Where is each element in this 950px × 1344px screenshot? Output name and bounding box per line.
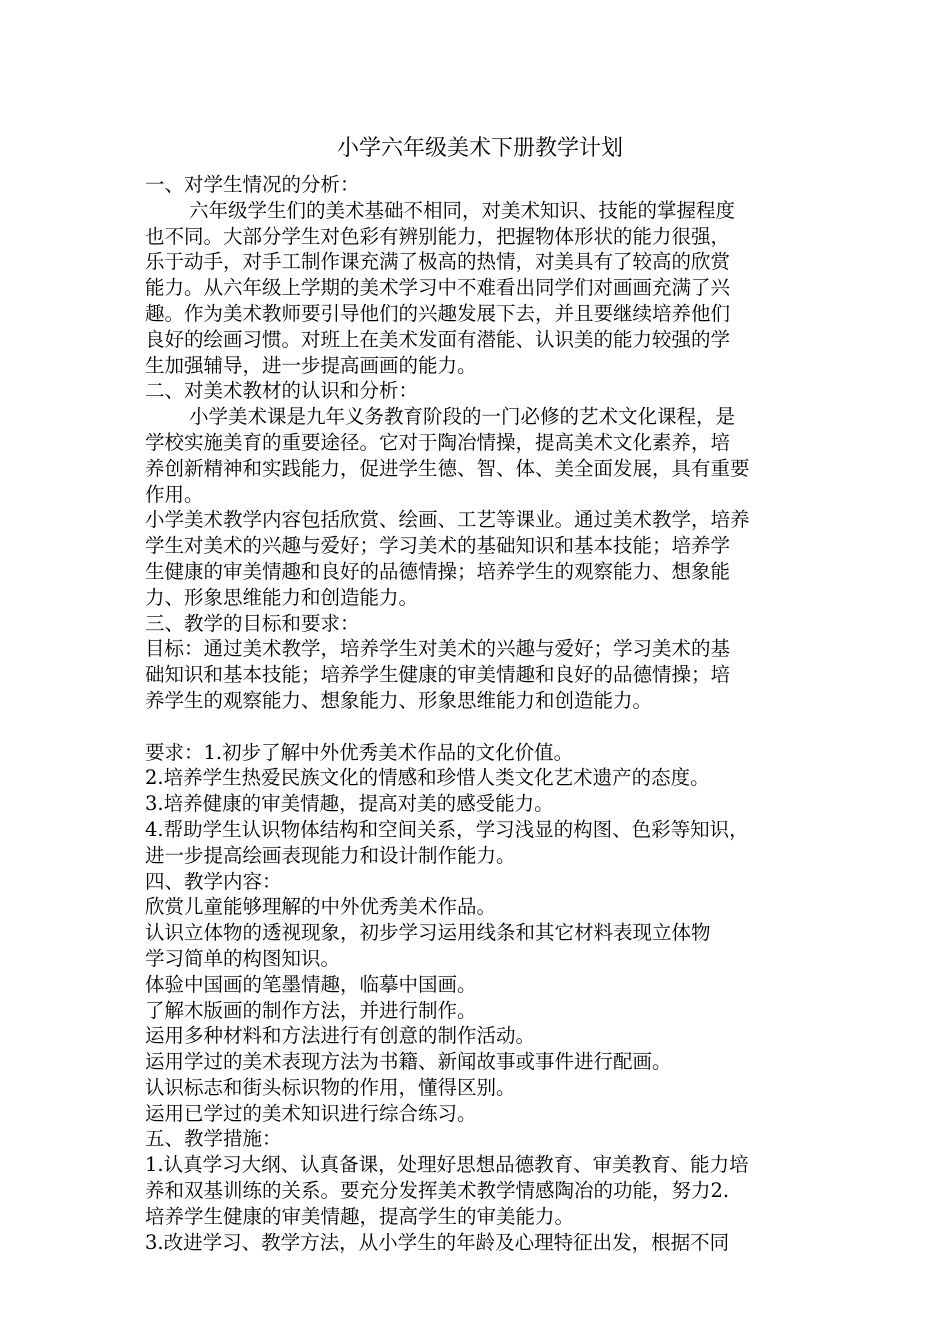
section-heading-textbook-analysis: 二、对美术教材的认识和分析：: [145, 379, 419, 403]
paragraph-line: 作用。: [145, 482, 204, 506]
paragraph-line: 础知识和基本技能；培养学生健康的审美情趣和良好的品德情操；培: [145, 663, 731, 687]
list-item: 1.认真学习大纲、认真备课，处理好思想品德教育、审美教育、能力培: [145, 1153, 749, 1177]
paragraph-line: 小学美术教学内容包括欣赏、绘画、工艺等课业。通过美术教学，培养: [145, 508, 750, 532]
section-heading-student-analysis: 一、对学生情况的分析：: [145, 173, 360, 196]
list-item-continuation: 进一步提高绘画表现能力和设计制作能力。: [145, 843, 516, 867]
list-item: 欣赏儿童能够理解的中外优秀美术作品。: [145, 895, 497, 919]
list-item: 3.培养健康的审美情趣，提高对美的感受能力。: [145, 792, 554, 816]
paragraph-line: 良好的绘画习惯。对班上在美术发面有潜能、认识美的能力较强的学: [145, 327, 731, 351]
paragraph-line: 生加强辅导，进一步提高画画的能力。: [145, 353, 477, 377]
paragraph-line: 小学美术课是九年义务教育阶段的一门必修的艺术文化课程，是: [189, 405, 736, 429]
list-item: 运用已学过的美术知识进行综合练习。: [145, 1101, 477, 1125]
blank-line: [145, 714, 815, 740]
paragraph-line: 能力。从六年级上学期的美术学习中不难看出同学们对画画充满了兴: [145, 276, 731, 300]
section-heading-measures: 五、教学措施：: [145, 1127, 282, 1151]
list-item: 2.培养学生热爱民族文化的情感和珍惜人类文化艺术遗产的态度。: [145, 766, 710, 790]
list-item: 4.帮助学生认识物体结构和空间关系，学习浅显的构图、色彩等知识，: [145, 817, 749, 841]
document-body: [145, 130, 815, 1255]
list-item-continuation: 培养学生健康的审美情趣，提高学生的审美能力。: [145, 1204, 575, 1228]
list-item: 认识立体物的透视现象，初步学习运用线条和其它材料表现立体物: [145, 921, 711, 945]
paragraph-line: 乐于动手，对手工制作课充满了极高的热情，对美具有了较高的欣赏: [145, 250, 731, 274]
list-item: 要求：1.初步了解中外优秀美术作品的文化价值。: [145, 740, 574, 764]
paragraph-line: 养创新精神和实践能力，促进学生德、智、体、美全面发展，具有重要: [145, 456, 750, 480]
paragraph-line: 力、形象思维能力和创造能力。: [145, 585, 419, 609]
section-heading-content: 四、教学内容：: [145, 869, 282, 893]
list-item: 运用多种材料和方法进行有创意的制作活动。: [145, 1024, 536, 1048]
paragraph-line: 趣。作为美术教师要引导他们的兴趣发展下去，并且要继续培养他们: [145, 301, 731, 325]
list-item-continuation: 养和双基训练的关系。要充分发挥美术教学情感陶冶的功能，努力2.: [145, 1179, 730, 1203]
document-title: 小学六年级美术下册教学计划: [336, 136, 623, 161]
list-item: 运用学过的美术表现方法为书籍、新闻故事或事件进行配画。: [145, 1050, 672, 1074]
list-item: 3.改进学习、教学方法，从小学生的年龄及心理特征出发，根据不同: [145, 1230, 730, 1254]
list-item: 了解木版画的制作方法，并进行制作。: [145, 998, 477, 1022]
list-item: 学习简单的构图知识。: [145, 946, 341, 970]
paragraph-line: 养学生的观察能力、想象能力、形象思维能力和创造能力。: [145, 688, 653, 712]
paragraph-line: 学校实施美育的重要途径。它对于陶冶情操，提高美术文化素养，培: [145, 430, 731, 454]
paragraph-line: 目标：通过美术教学，培养学生对美术的兴趣与爱好；学习美术的基: [145, 637, 731, 661]
paragraph-line: 六年级学生们的美术基础不相同，对美术知识、技能的掌握程度: [189, 198, 736, 222]
paragraph-line: 也不同。大部分学生对色彩有辨别能力，把握物体形状的能力很强，: [145, 224, 731, 248]
section-heading-goals: 三、教学的目标和要求：: [145, 611, 360, 635]
paragraph-line: 生健康的审美情趣和良好的品德情操；培养学生的观察能力、想象能: [145, 559, 731, 583]
list-item: 体验中国画的笔墨情趣，临摹中国画。: [145, 972, 477, 996]
paragraph-line: 学生对美术的兴趣与爱好；学习美术的基础知识和基本技能；培养学: [145, 534, 731, 558]
list-item: 认识标志和街头标识物的作用，懂得区别。: [145, 1075, 516, 1099]
